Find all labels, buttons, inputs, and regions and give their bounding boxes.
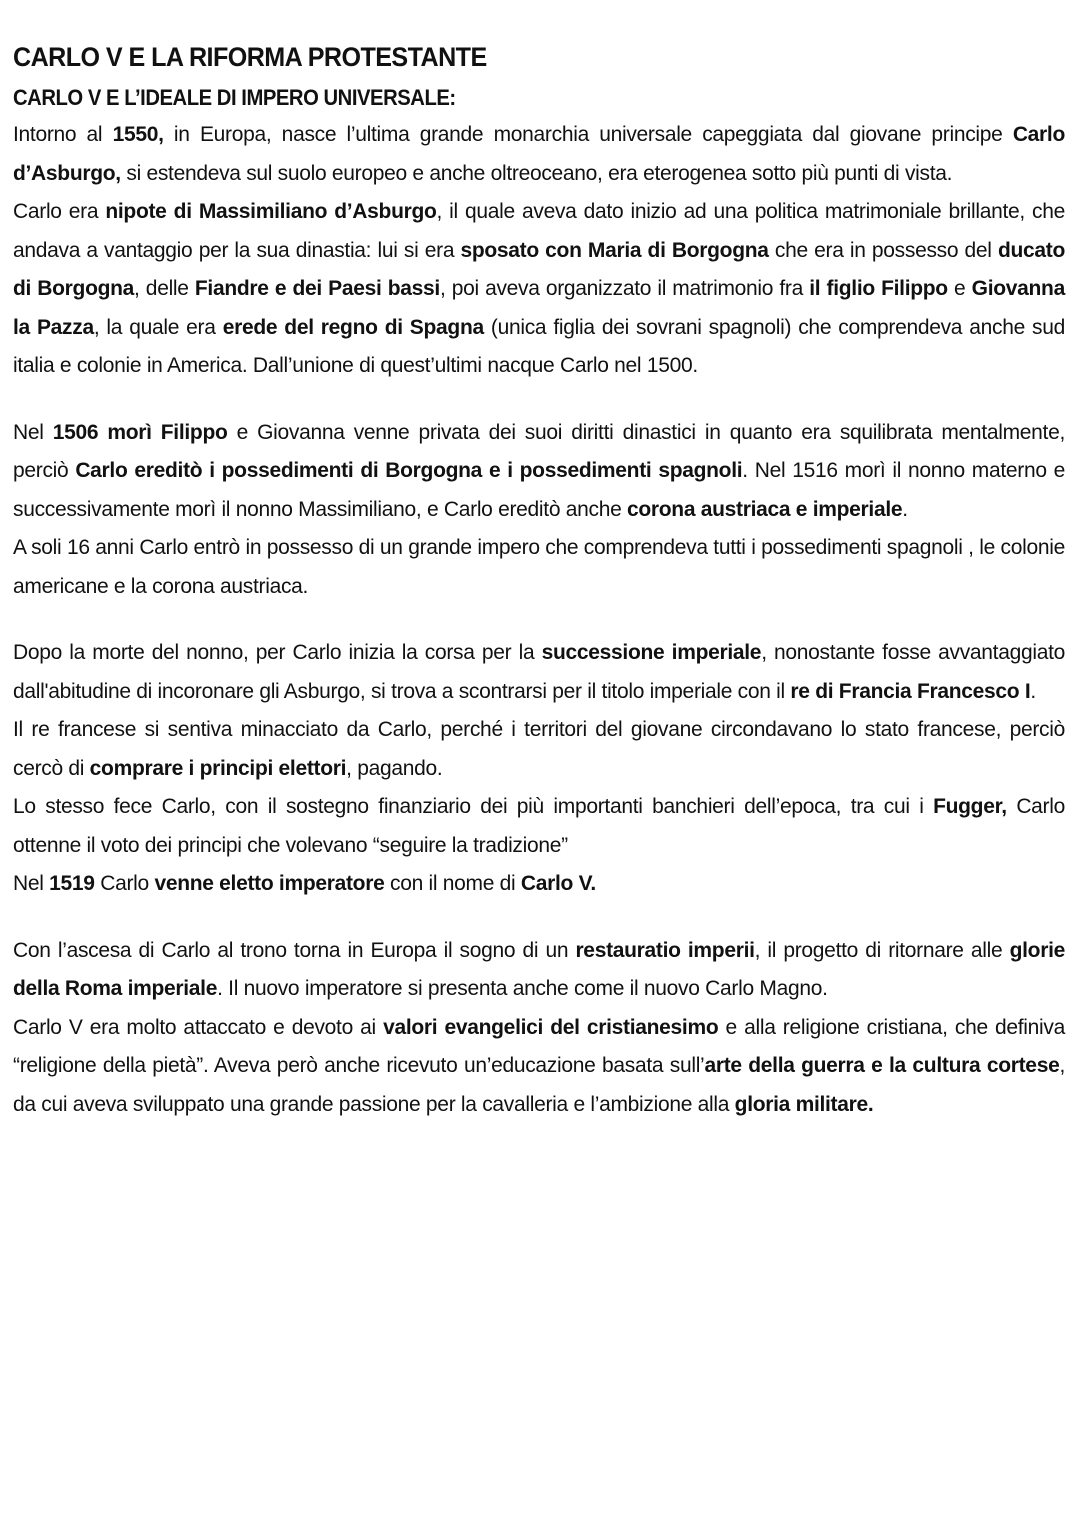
paragraph — [13, 116, 1065, 193]
text-run: , pagando. — [346, 756, 443, 780]
text-run: si estendeva sul suolo europeo e anche oltreoceano, era eterogenea sotto più punti di vista. — [120, 161, 953, 185]
text-run: e Giovanna venne privata dei suoi diritti dinastici in quanto era squilibrata mentalmente, perciò — [13, 420, 1065, 482]
text-run: in Europa, nasce l’ultima grande monarchia universale capeggiata dal giovane principe — [163, 123, 1013, 146]
text-run: , la quale era — [93, 315, 223, 339]
text-run: Con l’ascesa di Carlo al trono torna in Europa il sogno di un — [13, 938, 576, 962]
bold-text: successione imperiale — [541, 641, 762, 664]
section-heading: CARLO V E L’IDEALE DI IMPERO UNIVERSALE: — [13, 85, 456, 110]
bold-text: comprare i principi elettori — [89, 756, 347, 780]
bold-text: ducato di Borgogna — [13, 238, 1065, 300]
text-run: Dopo la morte del nonno, per Carlo inizia la corsa per la — [13, 641, 542, 664]
text-run: , delle — [134, 277, 195, 300]
text-run: , il quale aveva dato inizio ad una politica matrimoniale brillante, che andava a vantaggio per la sua dinastia: lui si era — [13, 200, 1065, 262]
bold-text: venne eletto imperatore — [154, 872, 385, 895]
document-title: CARLO V E LA RIFORMA PROTESTANTE — [13, 42, 487, 72]
paragraph — [13, 529, 1065, 606]
paragraph — [13, 1009, 1065, 1125]
bold-text: re di Francia Francesco I — [790, 679, 1031, 703]
text-run: e alla religione cristiana, che definiva “religione della pietà”. Aveva però anche ricevuto un’educazione basata sull’ — [13, 1015, 1065, 1077]
bold-text: 1519 — [49, 872, 95, 895]
text-run: Carlo V era molto attaccato e devoto ai — [13, 1015, 384, 1039]
text-run: . — [902, 497, 908, 521]
paragraph — [13, 634, 1065, 711]
bold-text: corona austriaca e imperiale — [627, 497, 903, 521]
text-run: Il re francese si sentiva minacciato da Carlo, perché i territori del giovane circondavano lo stato francese, perciò cercò di — [13, 718, 1065, 780]
paragraph — [13, 932, 1065, 1009]
document-page — [13, 40, 1065, 1124]
text-run: Carlo era — [13, 200, 106, 223]
bold-text: gloria militare. — [734, 1092, 874, 1116]
paragraph — [13, 865, 1065, 904]
body-text — [13, 116, 1065, 1124]
text-run: (unica figlia dei sovrani spagnoli) che comprendeva anche sud italia e colonie in America. Dall’unione di quest’ultimi nacque Carlo nel 1500. — [13, 315, 1065, 377]
text-run: Carlo — [94, 872, 155, 895]
paragraph — [13, 711, 1065, 788]
bold-text: Carlo d’Asburgo, — [13, 123, 1065, 185]
text-run: Nel — [13, 420, 53, 444]
bold-text: sposato con Maria di Borgogna — [460, 238, 769, 262]
bold-text: 1550, — [112, 123, 164, 146]
bold-text: Carlo ereditò i possedimenti di Borgogna e i possedimenti spagnoli — [75, 459, 743, 482]
bold-text: Carlo V. — [520, 872, 596, 895]
text-run: Intorno al — [13, 123, 113, 146]
text-run: Carlo ottenne il voto dei principi che volevano “seguire la tradizione” — [13, 795, 1065, 857]
paragraph — [13, 193, 1065, 386]
bold-text: Giovanna la Pazza — [13, 277, 1065, 339]
bold-text: restauratio imperii — [575, 938, 755, 962]
bold-text: Fugger, — [933, 795, 1007, 818]
bold-text: glorie della Roma imperiale — [13, 938, 1066, 1000]
bold-text: nipote di Massimiliano d’Asburgo — [105, 200, 437, 223]
text-run: . Il nuovo imperatore si presenta anche come il nuovo Carlo Magno. — [217, 977, 828, 1000]
text-run: . — [1030, 679, 1036, 703]
bold-text: erede del regno di Spagna — [222, 315, 484, 339]
text-run: . Nel 1516 morì il nonno materno e successivamente morì il nonno Massimiliano, e Carlo ereditò anche — [13, 459, 1065, 521]
bold-text: arte della guerra e la cultura cortese — [704, 1054, 1060, 1077]
paragraph — [13, 414, 1065, 530]
text-run: , nonostante fosse avvantaggiato dall'abitudine di incoronare gli Asburgo, si trova a scontrarsi per il titolo imperiale con il — [13, 641, 1065, 703]
text-run: , poi aveva organizzato il matrimonio fra — [439, 277, 810, 300]
text-run: , da cui aveva sviluppato una grande passione per la cavalleria e l’ambizione alla — [13, 1054, 1065, 1116]
bold-text: 1506 morì Filippo — [52, 420, 228, 444]
text-run: , il progetto di ritornare alle — [754, 938, 1010, 962]
text-run: A soli 16 anni Carlo entrò in possesso di un grande impero che comprendeva tutti i possedimenti spagnoli , le colonie americane e la corona austriaca. — [13, 536, 1065, 598]
bold-text: il figlio Filippo — [809, 277, 948, 300]
text-run: Nel — [13, 872, 50, 895]
bold-text: Fiandre e dei Paesi bassi — [194, 277, 440, 300]
text-run: e — [947, 277, 972, 300]
paragraph — [13, 788, 1065, 865]
text-run: che era in possesso del — [768, 238, 998, 262]
text-run: con il nome di — [384, 872, 521, 895]
bold-text: valori evangelici del cristianesimo — [383, 1015, 719, 1039]
text-run: Lo stesso fece Carlo, con il sostegno finanziario dei più importanti banchieri dell’epoca, tra cui i — [13, 795, 934, 818]
